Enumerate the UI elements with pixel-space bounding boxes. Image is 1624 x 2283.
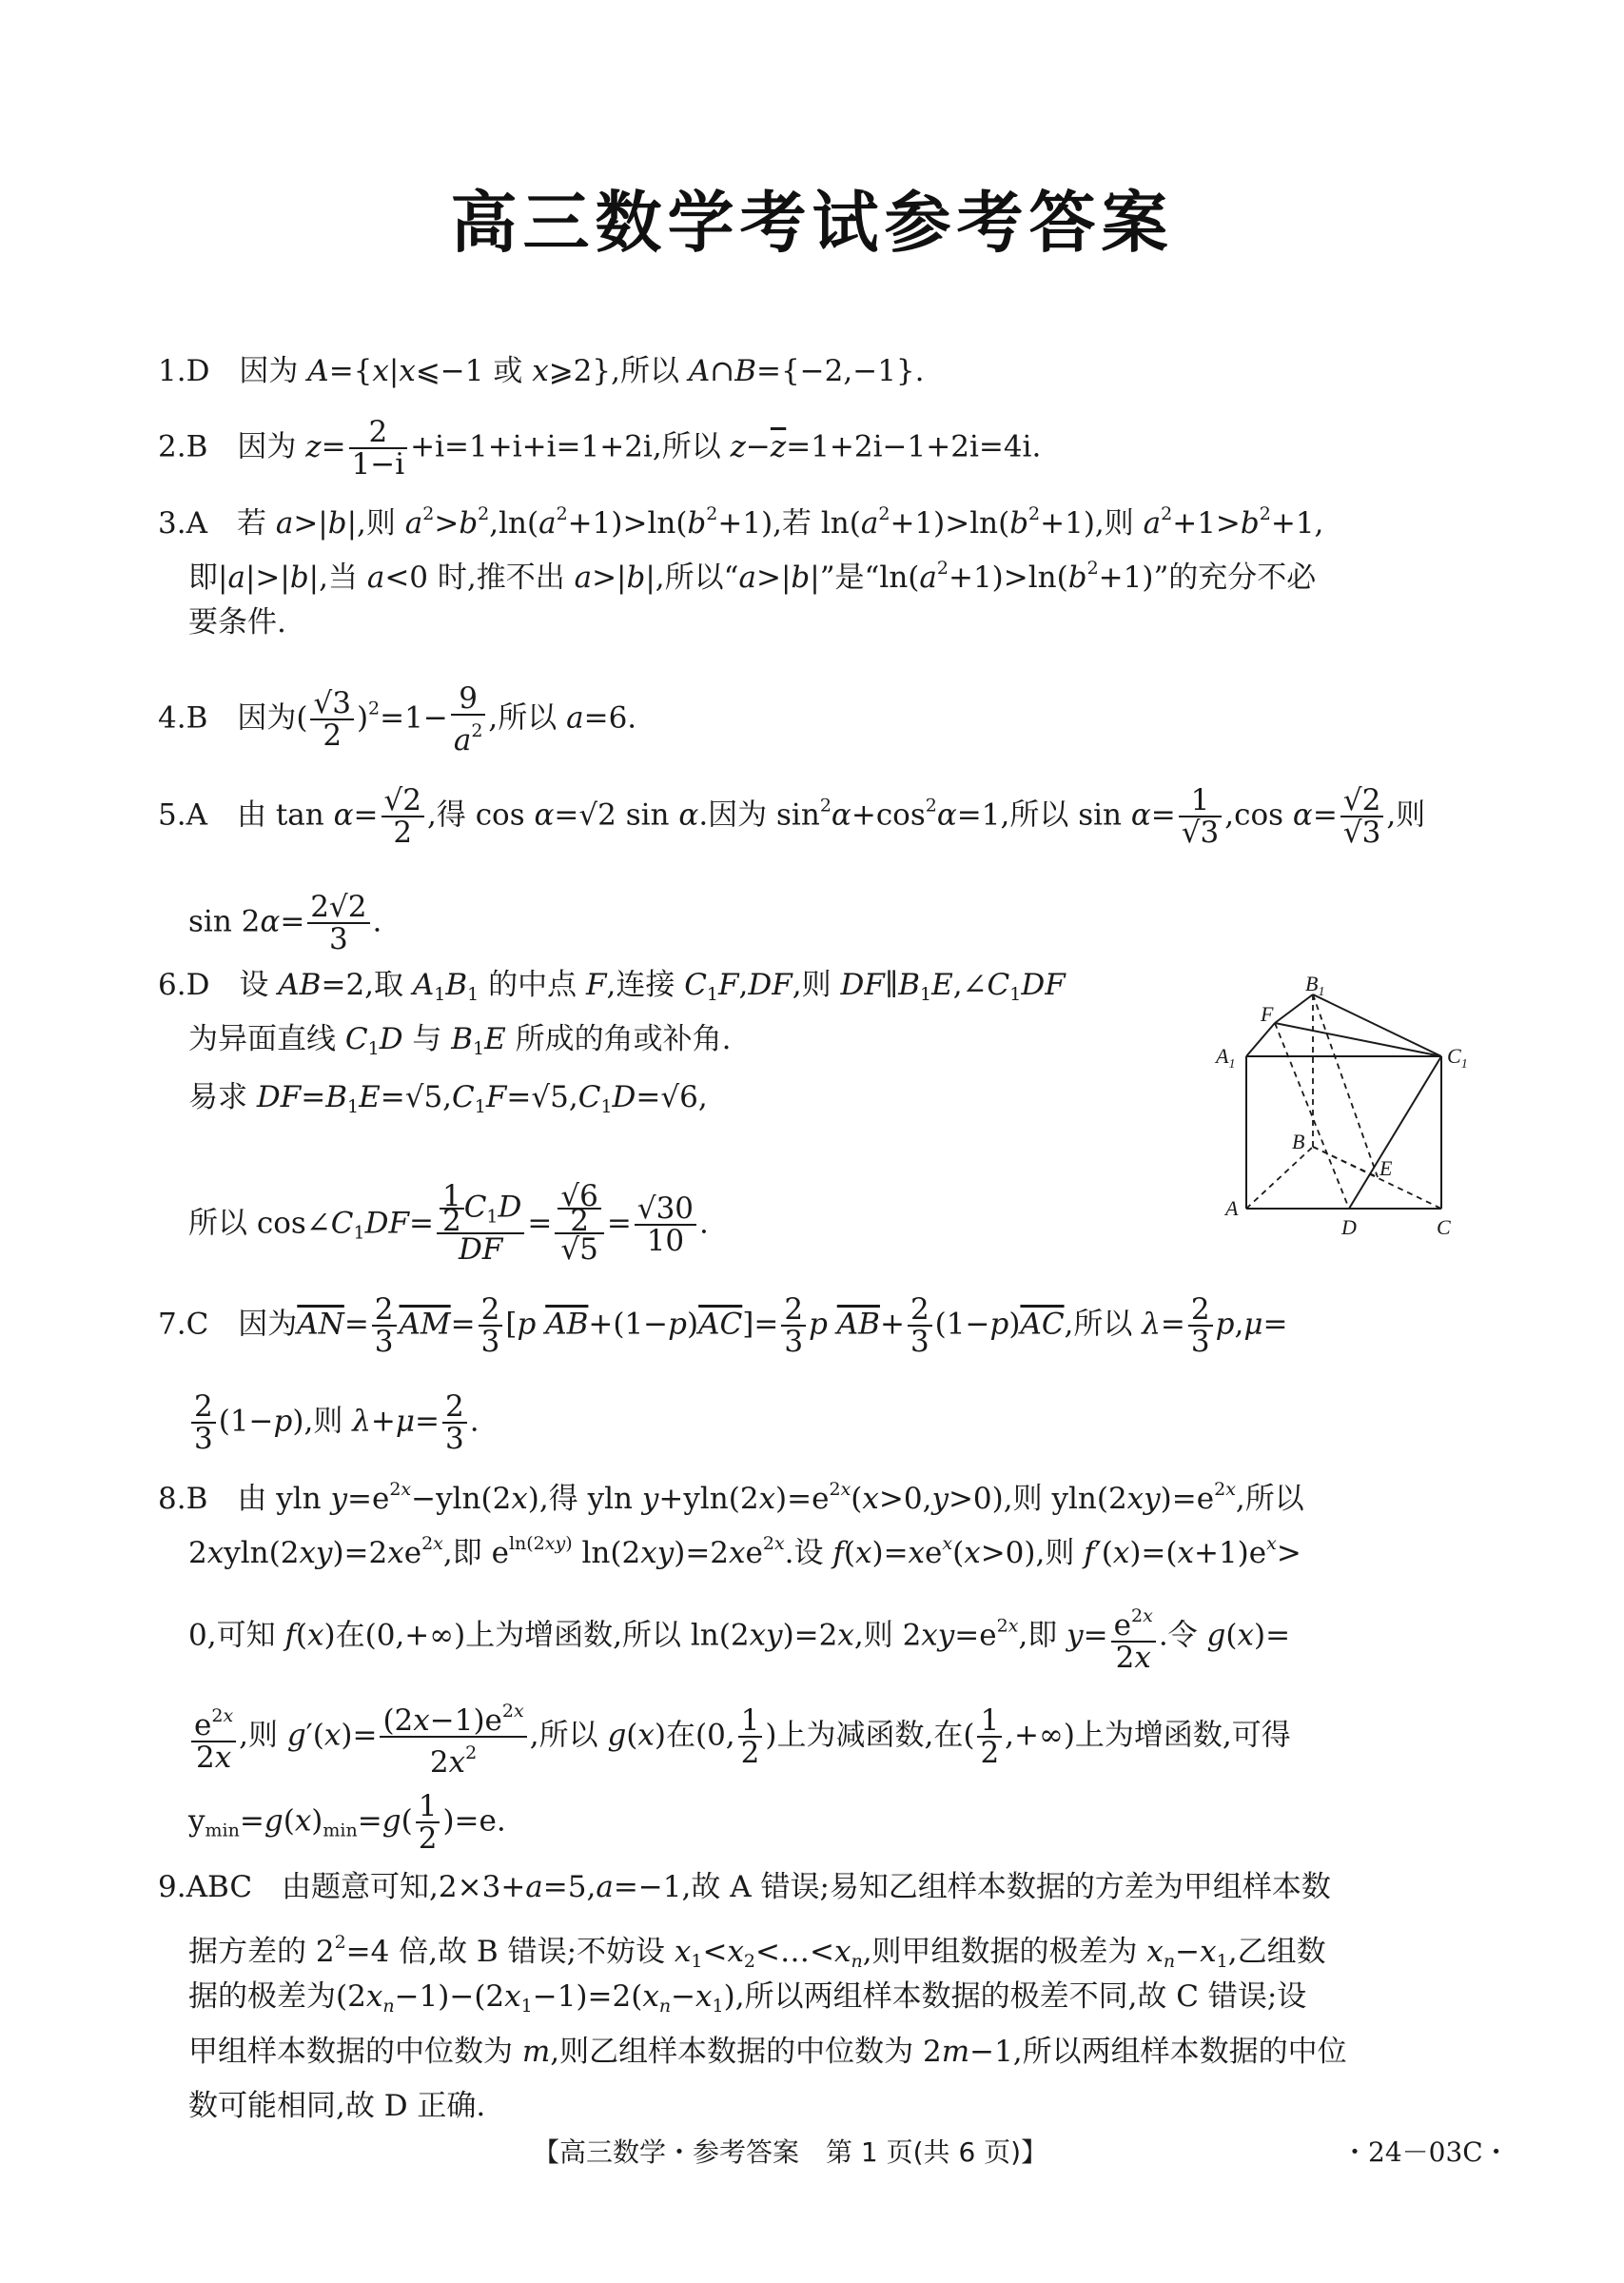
label-a: A — [1225, 1196, 1239, 1220]
label-b1: $B_1$ — [1305, 972, 1325, 999]
edge-fd — [1275, 1023, 1349, 1209]
label-f: F — [1261, 1002, 1274, 1026]
answer-4: 4.B 因为( $\frac{√3}{2}$ )$^2$=1− $\frac{9}{a^2}$ ,所以 a=6. — [158, 681, 637, 758]
edge-a1f — [1246, 1023, 1275, 1056]
page-footer: 【高三数学・参考答案 第 1 页(共 6 页)】 — [533, 2136, 1048, 2168]
label-c1: $C_1$ — [1447, 1044, 1468, 1072]
edge-ab — [1246, 1147, 1313, 1209]
label-e: E — [1379, 1156, 1393, 1180]
edge-be — [1313, 1147, 1378, 1177]
answer-2: 2.B 因为 z= $\frac{2}{1-i}$ +i=1+i+i=1+2i,所以 $z-\overline{z}=1+2i-1+2i=4i$. — [158, 415, 1042, 482]
label-c: C — [1437, 1215, 1451, 1239]
page-title: 高三数学考试参考答案 — [450, 184, 1174, 262]
label-a1: $A_1$ — [1216, 1044, 1236, 1072]
label-b: B — [1292, 1130, 1305, 1153]
edge-fc1 — [1275, 1023, 1441, 1056]
edge-c1d — [1349, 1056, 1441, 1209]
answer-1: 1.D 因为 A={x|x⩽−1 或 x⩾2},所以 A∩B={−2,−1}. — [158, 354, 925, 388]
label-d: D — [1341, 1215, 1357, 1239]
page-code: ・24－03C・ — [1341, 2136, 1510, 2168]
edge-fb1 — [1275, 994, 1313, 1023]
prism-figure — [1208, 966, 1494, 1251]
